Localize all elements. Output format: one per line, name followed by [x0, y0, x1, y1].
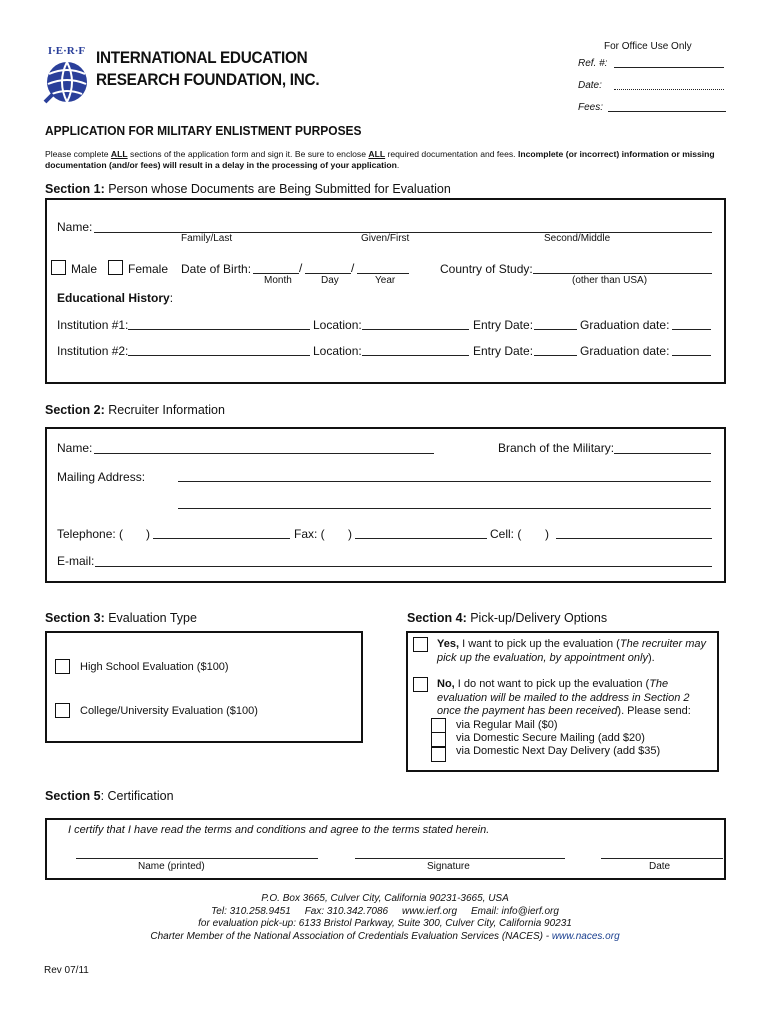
fax-field[interactable] [355, 538, 487, 539]
ref-field[interactable] [614, 67, 724, 68]
year-label: Year [375, 275, 396, 286]
s1-second-label: Second/Middle [544, 233, 611, 244]
female-label: Female [128, 262, 169, 276]
high-school-label: High School Evaluation ($100) [80, 661, 229, 673]
telephone-field[interactable] [153, 538, 290, 539]
fees-label: Fees: [578, 102, 604, 113]
signature-label: Signature [427, 861, 470, 872]
next-day-label: via Domestic Next Day Delivery (add $35) [456, 745, 661, 757]
pickup-no-checkbox[interactable] [413, 677, 428, 692]
footer [0, 893, 770, 943]
inst1-location-field[interactable] [362, 329, 469, 330]
regular-mail-checkbox[interactable] [431, 718, 446, 733]
signature-field[interactable] [355, 858, 565, 859]
branch-label: Branch of the Military: [498, 441, 615, 455]
dob-year-field[interactable] [357, 273, 409, 274]
inst2-location-field[interactable] [362, 355, 469, 356]
inst1-grad-field[interactable] [672, 329, 711, 330]
instructions: Please complete ALL sections of the application form and sign it. Be sure to enclose ALL required documentation and fees. Incomplete (or incorrect) information or missing documentation (and/or fees) will result in a delay in the processing of your application. [45, 149, 715, 170]
next-day-checkbox[interactable] [431, 747, 446, 762]
org-name-line1: INTERNATIONAL EDUCATION [96, 48, 308, 67]
email-field[interactable] [95, 566, 712, 567]
mailing-field-1[interactable] [178, 481, 711, 482]
inst2-entry-label: Entry Date: [473, 344, 534, 358]
edu-history-label: Educational History: [57, 291, 174, 305]
pickup-no-text: No, I do not want to pick up the evaluation (The evaluation will be mailed to the address in Section 2 once the payment has been received). Please send: [437, 678, 691, 717]
cert-date-field[interactable] [601, 858, 723, 859]
s2-name-label: Name: [57, 441, 93, 455]
dob-sep-2: / [351, 261, 355, 275]
pickup-yes-checkbox[interactable] [413, 637, 428, 652]
secure-mail-label: via Domestic Secure Mailing (add $20) [456, 732, 645, 744]
secure-mail-checkbox[interactable] [431, 732, 446, 747]
country-field[interactable] [533, 273, 712, 274]
country-label: Country of Study: [440, 262, 533, 276]
office-use-title: For Office Use Only [604, 41, 692, 52]
footer-pickup: for evaluation pick-up: 6133 Bristol Parkway, Suite 300, Culver City, California 90231 [198, 918, 572, 929]
inst2-label: Institution #2: [57, 344, 129, 358]
inst2-grad-field[interactable] [672, 355, 711, 356]
date-label: Date: [578, 80, 602, 91]
inst2-field[interactable] [128, 355, 310, 356]
month-label: Month [264, 275, 292, 286]
s1-name-label: Name: [57, 220, 93, 234]
regular-mail-label: via Regular Mail ($0) [456, 719, 558, 731]
section4-heading: Section 4: Pick-up/Delivery Options [407, 611, 608, 625]
globe-logo-icon [43, 44, 90, 108]
inst2-location-label: Location: [313, 344, 362, 358]
dob-label: Date of Birth: [181, 262, 252, 276]
mailing-field-2[interactable] [178, 508, 711, 509]
date-field[interactable] [614, 89, 724, 90]
footer-email[interactable]: Email: info@ierf.org [470, 905, 559, 917]
male-label: Male [71, 262, 98, 276]
email-label: E-mail: [57, 554, 95, 568]
college-label: College/University Evaluation ($100) [80, 705, 258, 717]
cell-paren: ) [545, 527, 549, 541]
mailing-label: Mailing Address: [57, 470, 146, 484]
country-note: (other than USA) [572, 275, 648, 286]
inst2-entry-field[interactable] [534, 355, 577, 356]
inst1-location-label: Location: [313, 318, 362, 332]
college-checkbox[interactable] [55, 703, 70, 718]
inst2-grad-label: Graduation date: [580, 344, 670, 358]
ref-label: Ref. #: [578, 58, 608, 69]
cell-field[interactable] [556, 538, 712, 539]
female-checkbox[interactable] [108, 260, 123, 275]
inst1-entry-field[interactable] [534, 329, 577, 330]
high-school-checkbox[interactable] [55, 659, 70, 674]
form-title: APPLICATION FOR MILITARY ENLISTMENT PURPOSES [45, 123, 362, 138]
ierf-logo [43, 44, 90, 108]
pickup-yes-text: Yes, I want to pick up the evaluation (The recruiter may pick up the evaluation, by appointment only). [437, 638, 707, 664]
cert-date-label: Date [649, 861, 671, 872]
section5-heading: Section 5: Certification [45, 789, 174, 803]
day-label: Day [321, 275, 339, 286]
dob-sep-1: / [299, 261, 303, 275]
footer-member: Charter Member of the National Association of Credentials Evaluation Services (NACES) - www.naces.org [150, 930, 620, 942]
inst1-label: Institution #1: [57, 318, 129, 332]
dob-day-field[interactable] [305, 273, 351, 274]
telephone-paren: ) [146, 527, 150, 541]
footer-address: P.O. Box 3665, Culver City, California 90231-3665, USA [261, 893, 509, 904]
name-printed-field[interactable] [76, 858, 318, 859]
fax-label: Fax: ( [294, 527, 325, 541]
s1-family-label: Family/Last [181, 233, 233, 244]
section1-heading: Section 1: Person whose Documents are Being Submitted for Evaluation [45, 182, 451, 196]
revision-label: Rev 07/11 [44, 965, 89, 976]
cell-label: Cell: ( [490, 527, 522, 541]
logo-letters: I·E·R·F [47, 45, 86, 57]
telephone-label: Telephone: ( [57, 527, 124, 541]
branch-field[interactable] [614, 453, 711, 454]
fax-paren: ) [348, 527, 352, 541]
section3-box [45, 631, 363, 743]
footer-web-link[interactable]: www.ierf.org [402, 905, 458, 917]
section2-box [45, 427, 726, 583]
naces-link[interactable]: www.naces.org [551, 930, 620, 942]
org-name-line2: RESEARCH FOUNDATION, INC. [96, 70, 320, 89]
certification-statement: I certify that I have read the terms and conditions and agree to the terms stated herein. [68, 824, 490, 836]
name-printed-label: Name (printed) [138, 861, 205, 872]
inst1-entry-label: Entry Date: [473, 318, 534, 332]
inst1-grad-label: Graduation date: [580, 318, 670, 332]
fees-field[interactable] [608, 111, 726, 112]
inst1-field[interactable] [128, 329, 310, 330]
dob-month-field[interactable] [253, 273, 299, 274]
s1-given-label: Given/First [361, 233, 410, 244]
footer-contact: Tel: 310.258.9451 Fax: 310.342.7086 www.ierf.org Email: info@ierf.org [211, 905, 559, 917]
section2-heading: Section 2: Recruiter Information [45, 403, 225, 417]
male-checkbox[interactable] [51, 260, 66, 275]
section3-heading: Section 3: Evaluation Type [45, 611, 197, 625]
s2-name-field[interactable] [94, 453, 434, 454]
